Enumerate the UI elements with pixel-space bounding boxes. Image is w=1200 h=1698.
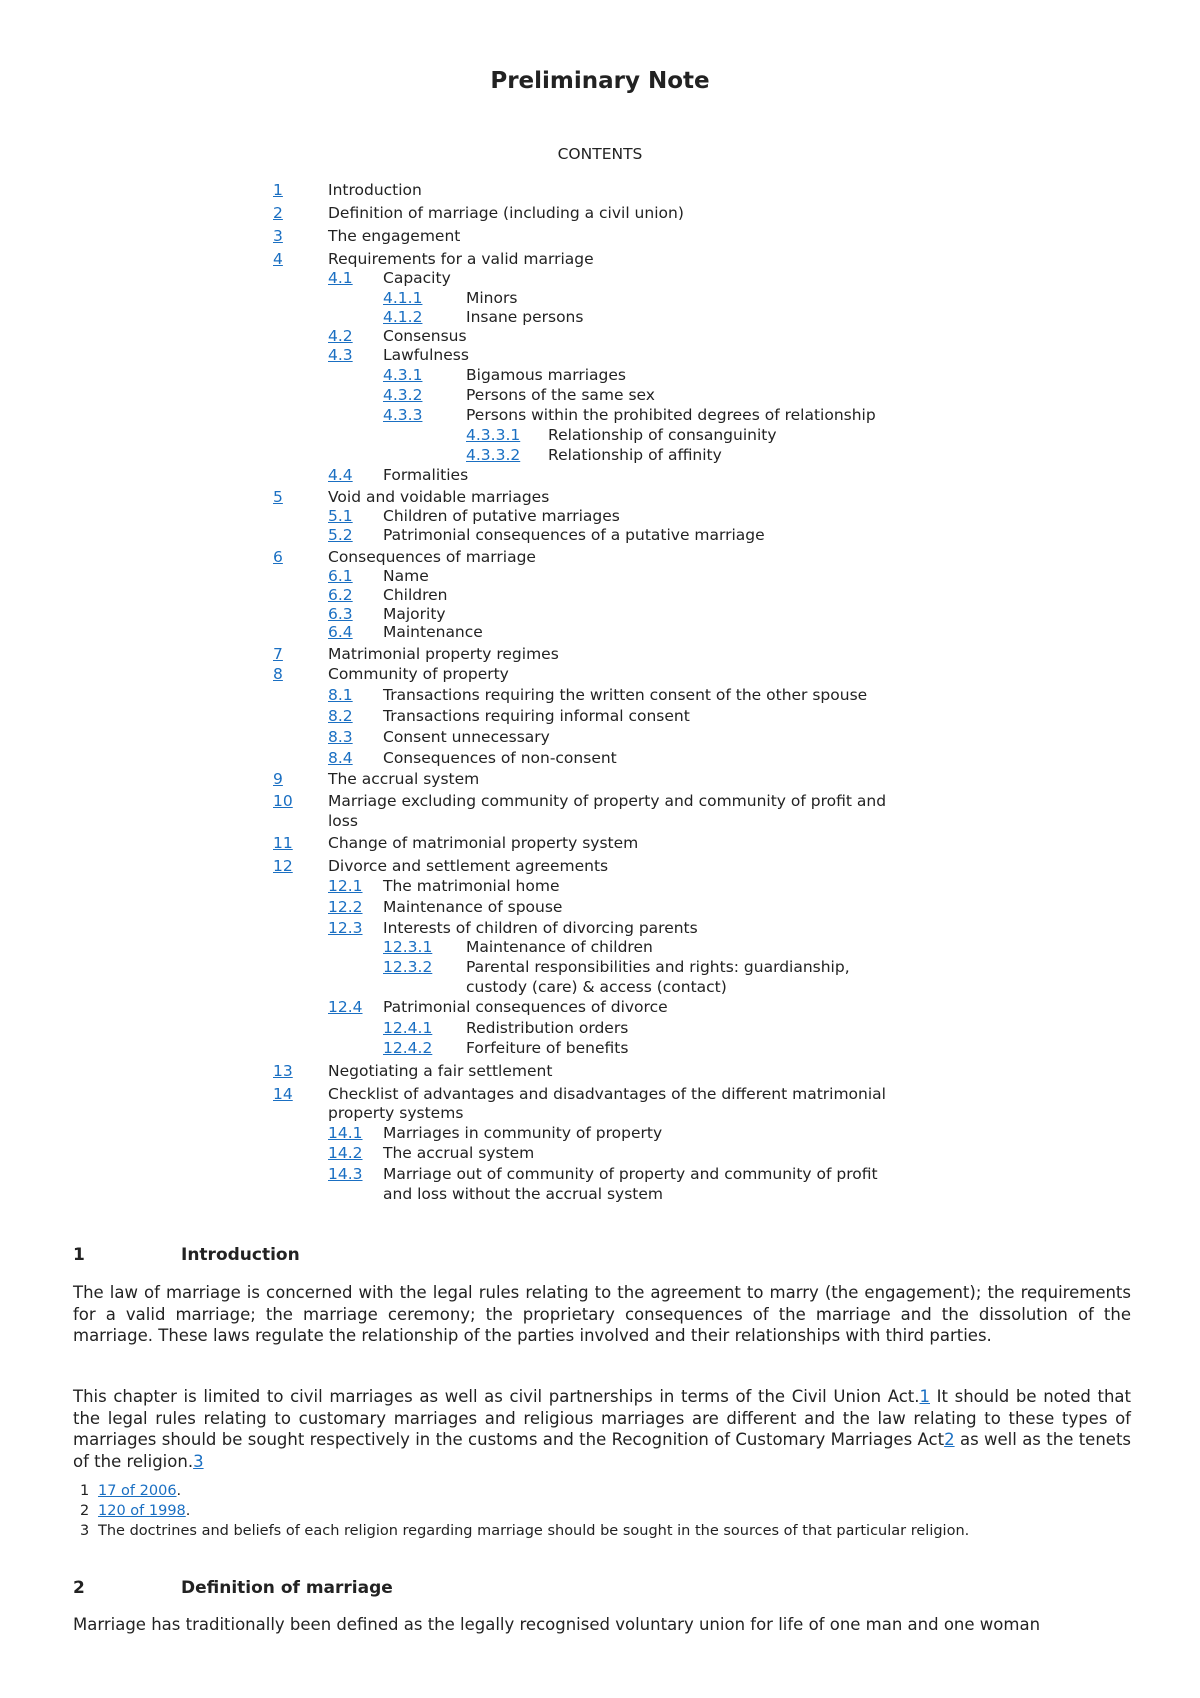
toc-link[interactable]: 5 [273,488,283,506]
toc-link[interactable]: 12.1 [328,877,363,895]
toc-label: Definition of marriage (including a civil union) [328,204,684,222]
toc-entry [273,664,973,684]
toc-link[interactable]: 6.4 [328,623,353,641]
contents-heading: CONTENTS [557,145,643,163]
toc-label: Void and voidable marriages [328,488,550,506]
toc-label: property systems [328,1104,464,1122]
toc-label: Marriage excluding community of property and community of profit and [328,792,887,810]
toc-entry [328,1123,1028,1143]
toc-label: Requirements for a valid marriage [328,250,594,268]
toc-label: Lawfulness [383,346,469,364]
toc-label: The accrual system [383,1144,535,1162]
toc-entry [466,445,1166,465]
page-title: Preliminary Note [490,68,710,94]
toc-entry [328,326,1028,346]
toc-entry [328,918,1028,938]
toc-link[interactable]: 6.3 [328,605,353,623]
toc-link[interactable]: 4.3.3.1 [466,426,521,444]
toc-entry [273,1103,973,1123]
toc-label: Maintenance of children [466,938,653,956]
toc-link[interactable]: 8.4 [328,749,353,767]
toc-link[interactable]: 12.4 [328,998,363,1016]
toc-link[interactable]: 6.1 [328,567,353,585]
toc-entry [383,385,1083,405]
toc-link[interactable]: 6.2 [328,586,353,604]
toc-link[interactable]: 4.3.2 [383,386,423,404]
toc-label: Marriage out of community of property and community of profit [383,1165,878,1183]
toc-label: Patrimonial consequences of divorce [383,998,668,1016]
toc-label: Relationship of consanguinity [548,426,777,444]
toc-link[interactable]: 4.1.2 [383,308,423,326]
section-title: Introduction [181,1245,300,1265]
toc-entry [328,1164,1028,1184]
definition-paragraph: Marriage has traditionally been defined as the legally recognised voluntary union for life of one man and one woman [73,1615,1041,1634]
toc-link[interactable]: 10 [273,792,293,810]
toc-entry [273,791,973,811]
toc-link[interactable]: 12 [273,857,293,875]
toc-entry [273,203,973,223]
toc-label: The engagement [328,227,461,245]
toc-label: Consensus [383,327,467,345]
toc-label: loss [328,812,358,830]
toc-link[interactable]: 4 [273,250,283,268]
toc-link[interactable]: 12.3.2 [383,958,433,976]
toc-label: Divorce and settlement agreements [328,857,609,875]
toc-link[interactable]: 2 [273,204,283,222]
toc-link[interactable]: 13 [273,1062,293,1080]
toc-link[interactable]: 7 [273,645,283,663]
toc-link[interactable]: 11 [273,834,293,852]
toc-entry [273,547,973,567]
toc-label: Transactions requiring informal consent [383,707,690,725]
section-number: 2 [73,1578,85,1598]
toc-link[interactable]: 8.1 [328,686,353,704]
toc-link[interactable]: 14.3 [328,1165,363,1183]
toc-entry [383,1018,1083,1038]
toc-entry [328,897,1028,917]
toc-label: Forfeiture of benefits [466,1039,629,1057]
toc-label: Insane persons [466,308,584,326]
toc-link[interactable]: 4.3.1 [383,366,423,384]
footnote: 2 120 of 1998. [80,1503,191,1519]
toc-entry [273,856,973,876]
toc-link[interactable]: 12.3 [328,919,363,937]
toc-entry [273,249,973,269]
toc-link[interactable]: 4.3.3.2 [466,446,521,464]
toc-label: Persons within the prohibited degrees of relationship [466,406,876,424]
toc-entry [328,997,1028,1017]
toc-label: Consequences of marriage [328,548,536,566]
toc-label: Community of property [328,665,509,683]
toc-label: Minors [466,289,518,307]
toc-entry [273,226,973,246]
toc-entry [273,769,973,789]
toc-entry [273,180,973,200]
toc-entry [328,622,1028,642]
toc-link[interactable]: 14.2 [328,1144,363,1162]
toc-entry [383,365,1083,385]
toc-link[interactable]: 4.4 [328,466,353,484]
toc-link[interactable]: 4.1 [328,269,353,287]
toc-link[interactable]: 5.1 [328,507,353,525]
toc-label: Relationship of affinity [548,446,722,464]
toc-label: custody (care) & access (contact) [466,978,727,996]
toc-entry [328,685,1028,705]
toc-link[interactable]: 12.3.1 [383,938,433,956]
footnote: 3 The doctrines and beliefs of each religion regarding marriage should be sought in the sources of that particular religion. [80,1523,970,1539]
toc-entry [273,811,973,831]
toc-link[interactable]: 8.3 [328,728,353,746]
toc-label: Interests of children of divorcing parents [383,919,698,937]
toc-label: Bigamous marriages [466,366,627,384]
toc-label: Redistribution orders [466,1019,629,1037]
toc-entry [383,288,1083,308]
toc-label: Formalities [383,466,469,484]
toc-entry [383,307,1083,327]
toc-entry [328,706,1028,726]
toc-entry [383,937,1083,957]
toc-entry [328,748,1028,768]
toc-label: Marriages in community of property [383,1124,663,1142]
toc-link[interactable]: 9 [273,770,283,788]
toc-entry [328,506,1028,526]
toc-link[interactable]: 12.4.2 [383,1039,433,1057]
toc-entry [328,465,1028,485]
toc-label: Persons of the same sex [466,386,655,404]
toc-entry [328,1143,1028,1163]
toc-entry [328,604,1028,624]
toc-label: Maintenance of spouse [383,898,563,916]
footnote-ref-2[interactable]: 2 [944,1430,955,1450]
toc-label: Patrimonial consequences of a putative marriage [383,526,765,544]
toc-entry [328,345,1028,365]
toc-entry [383,977,1083,997]
toc-entry [273,644,973,664]
section-number: 1 [73,1245,85,1265]
toc-label: Children [383,586,448,604]
toc-link[interactable]: 14.1 [328,1124,363,1142]
toc-label: Capacity [383,269,451,287]
footnote-ref-3[interactable]: 3 [193,1452,204,1472]
toc-label: Transactions requiring the written consent of the other spouse [383,686,868,704]
toc-label: Consent unnecessary [383,728,550,746]
toc-label: Maintenance [383,623,483,641]
intro-paragraph-2: This chapter is limited to civil marriages as well as civil partnerships in terms of the Civil Union Act.1 It should be noted that the legal rules relating to customary marriages and religious marriages are different and the law relating to these types of marriages should be sought respectively in the customs and the Recognition of Customary Marriages Act2 as well as the tenets of the religion.3 [73,1387,1132,1472]
toc-link[interactable]: 5.2 [328,526,353,544]
toc-entry [466,425,1166,445]
toc-link[interactable]: 8 [273,665,283,683]
toc-label: Parental responsibilities and rights: guardianship, [466,958,850,976]
toc-entry [273,487,973,507]
toc-label: Change of matrimonial property system [328,834,639,852]
footnote-link[interactable]: 17 of 2006 [98,1483,177,1499]
toc-entry [273,1084,973,1104]
toc-entry [383,957,1083,977]
footnote: 1 17 of 2006. [80,1483,182,1499]
toc-link[interactable]: 12.2 [328,898,363,916]
toc-link[interactable]: 1 [273,181,283,199]
toc-label: Name [383,567,429,585]
toc-link[interactable]: 8.2 [328,707,353,725]
toc-link[interactable]: 4.3 [328,346,353,364]
toc-link[interactable]: 4.1.1 [383,289,423,307]
toc-link[interactable]: 3 [273,227,283,245]
toc-link[interactable]: 6 [273,548,283,566]
toc-label: Majority [383,605,446,623]
toc-link[interactable]: 4.2 [328,327,353,345]
toc-entry [328,566,1028,586]
toc-label: and loss without the accrual system [383,1185,664,1203]
toc-entry [328,268,1028,288]
section-title: Definition of marriage [181,1578,393,1598]
toc-entry [273,833,973,853]
toc-entry [328,1184,1028,1204]
toc-entry [383,1038,1083,1058]
toc-entry [328,876,1028,896]
toc-label: Negotiating a fair settlement [328,1062,553,1080]
intro-paragraph-1: The law of marriage is concerned with the legal rules relating to the agreement to marry (the engagement); the requirements for a valid marriage; the marriage ceremony; the proprietary consequences of the marriage and the dissolution of the marriage. These laws regulate the relationship of the parties involved and their relationships with third parties. [73,1283,1131,1346]
toc-label: The matrimonial home [383,877,560,895]
toc-label: Consequences of non-consent [383,749,617,767]
toc-entry [273,1061,973,1081]
section-2-heading [0,1578,1200,1602]
toc-label: The accrual system [328,770,480,788]
toc-entry [383,405,1083,425]
toc-entry [328,727,1028,747]
section-1-heading [0,1245,1200,1269]
toc-link[interactable]: 4.3.3 [383,406,423,424]
footnote-ref-1[interactable]: 1 [919,1387,930,1406]
toc-entry [328,585,1028,605]
toc-link[interactable]: 14 [273,1085,293,1103]
toc-link[interactable]: 12.4.1 [383,1019,433,1037]
toc-entry [328,525,1028,545]
footnote-link[interactable]: 120 of 1998 [98,1503,186,1519]
toc-label: Matrimonial property regimes [328,645,559,663]
toc-label: Introduction [328,181,422,199]
toc-label: Checklist of advantages and disadvantages of the different matrimonial [328,1085,886,1103]
toc-label: Children of putative marriages [383,507,620,525]
